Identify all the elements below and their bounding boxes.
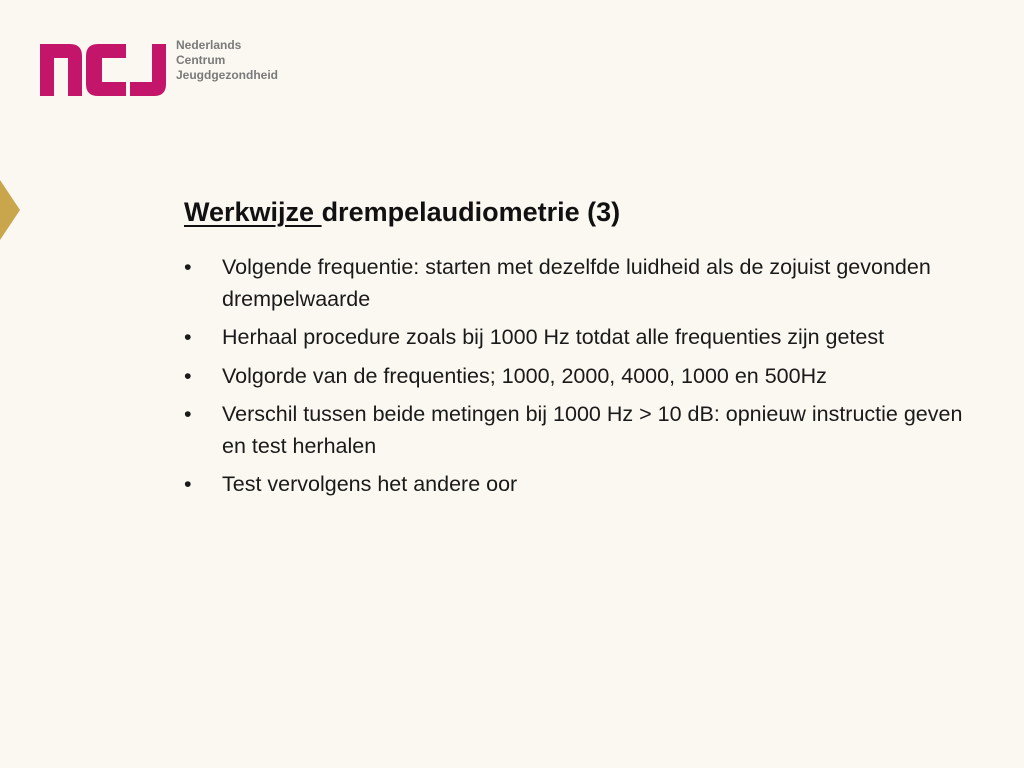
logo-line-3: Jeugdgezondheid: [176, 68, 278, 82]
ncj-logo: [40, 38, 300, 98]
bullet-text: Verschil tussen beide metingen bij 1000 Hz > 10 dB: opnieuw instructie geven en test herhalen: [222, 402, 963, 458]
bullet-text: Test vervolgens het andere oor: [222, 472, 518, 496]
side-arrow-icon: [0, 180, 20, 240]
bullet-glyph: •: [184, 325, 192, 349]
bullet-glyph: •: [184, 255, 192, 279]
bullet-glyph: •: [184, 402, 192, 426]
logo-line-2: Centrum: [176, 53, 226, 67]
bullet-item: [184, 252, 964, 315]
slide-title-rest: drempelaudiometrie (3): [321, 197, 621, 227]
slide-title: [184, 194, 620, 230]
bullet-glyph: •: [184, 472, 192, 496]
bullet-glyph: •: [184, 363, 192, 388]
bullet-item: [184, 361, 964, 393]
bullet-item: [184, 322, 964, 354]
bullet-text: Herhaal procedure zoals bij 1000 Hz totdat alle frequenties zijn getest: [222, 325, 885, 349]
slide-title-underlined: Werkwijze: [184, 197, 322, 227]
logo-line-1: Nederlands: [176, 38, 242, 52]
ncj-logo-mark: [40, 40, 168, 96]
ncj-logo-text: [176, 38, 300, 83]
bullet-list: [184, 252, 964, 508]
bullet-item: [184, 399, 964, 462]
bullet-item: [184, 469, 964, 501]
bullet-text: Volgorde van de frequenties; 1000, 2000, 4000, 1000 en 500Hz: [222, 363, 827, 388]
bullet-text: Volgende frequentie: starten met dezelfde luidheid als de zojuist gevonden drempelwaarde: [222, 255, 931, 311]
